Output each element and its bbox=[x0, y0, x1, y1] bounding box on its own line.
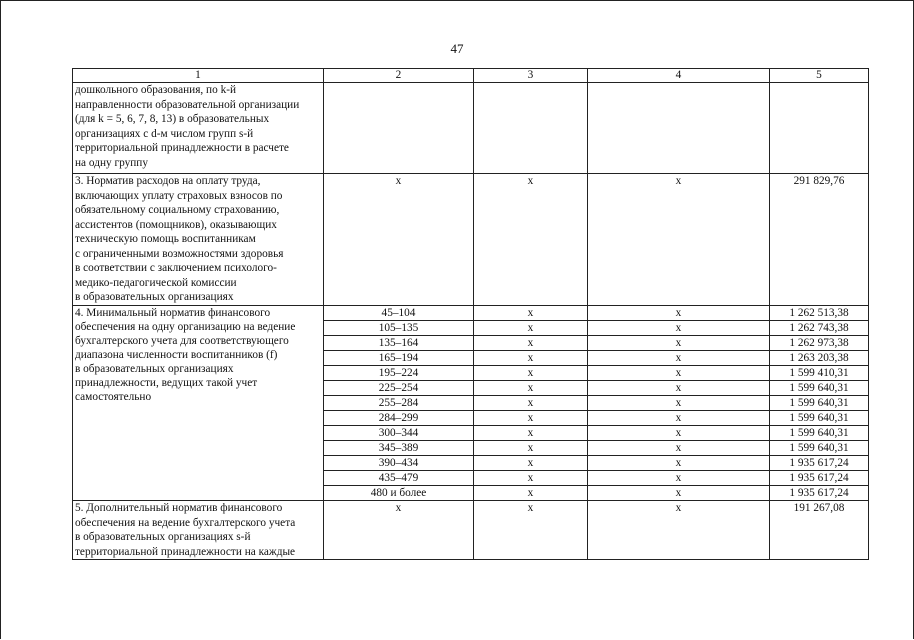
cell-amount: 291 829,76 bbox=[770, 174, 869, 306]
column-number: 5 bbox=[770, 69, 869, 83]
text-line: 4. Минимальный норматив финансового bbox=[75, 307, 271, 319]
text-line: медико-педагогической комиссии bbox=[75, 276, 237, 289]
cell-value: х bbox=[474, 396, 588, 411]
text-line: территориальной принадлежности на каждые bbox=[75, 545, 296, 558]
text-line: бухгалтерского учета для соответствующего bbox=[75, 335, 289, 347]
text-line: 3. Норматив расходов на оплату труда, bbox=[75, 175, 261, 187]
range-cell: 284–299 bbox=[324, 411, 474, 426]
cell-value: х bbox=[588, 396, 770, 411]
cell-value: х bbox=[588, 471, 770, 486]
text-line: (для k = 5, 6, 7, 8, 13) в образовательных bbox=[75, 113, 270, 125]
text-line: обязательному социальному страхованию, bbox=[75, 204, 280, 216]
cell-amount: 1 599 640,31 bbox=[770, 381, 869, 396]
cell-value: х bbox=[588, 336, 770, 351]
text-line: в образовательных организациях s-й bbox=[75, 531, 251, 543]
text-line: с ограниченными возможностями здоровья bbox=[75, 247, 284, 260]
cell-amount: 1 599 410,31 bbox=[770, 366, 869, 381]
cell-value: х bbox=[588, 441, 770, 456]
text-line: территориальной принадлежности в расчете bbox=[75, 142, 289, 154]
cell-value: х bbox=[474, 426, 588, 441]
cell-amount: 1 263 203,38 bbox=[770, 351, 869, 366]
cell-value: х bbox=[588, 306, 770, 321]
cell-value: х bbox=[474, 501, 588, 560]
cell-value: х bbox=[474, 351, 588, 366]
page-number: 47 bbox=[450, 41, 464, 56]
empty-cell bbox=[588, 83, 770, 174]
range-cell: 435–479 bbox=[324, 471, 474, 486]
cell-value: х bbox=[588, 501, 770, 560]
range-cell: 195–224 bbox=[324, 366, 474, 381]
text-line: обеспечения на одну организацию на ведение bbox=[75, 321, 296, 333]
text-line: 5. Дополнительный норматив финансового bbox=[75, 502, 283, 514]
cell-amount: 191 267,08 bbox=[770, 501, 869, 560]
text-line: дошкольного образования, по k-й bbox=[75, 84, 237, 96]
column-number: 4 bbox=[588, 69, 770, 83]
cell-value: х bbox=[588, 381, 770, 396]
cell-value: х bbox=[474, 471, 588, 486]
cell-value: х bbox=[324, 501, 474, 560]
range-cell: 345–389 bbox=[324, 441, 474, 456]
range-cell: 390–434 bbox=[324, 456, 474, 471]
range-cell: 105–135 bbox=[324, 321, 474, 336]
text-line: диапазона численности воспитанников (f) bbox=[75, 349, 278, 361]
empty-cell bbox=[324, 83, 474, 174]
range-cell: 300–344 bbox=[324, 426, 474, 441]
cell-amount: 1 262 743,38 bbox=[770, 321, 869, 336]
cell-value: х bbox=[474, 381, 588, 396]
text-line: на одну группу bbox=[75, 156, 148, 169]
table-row-item-4 bbox=[73, 306, 869, 321]
cell-value: х bbox=[588, 411, 770, 426]
table-row-item-5 bbox=[73, 501, 869, 560]
cell-value: х bbox=[588, 426, 770, 441]
cell-value: х bbox=[474, 366, 588, 381]
row-description bbox=[73, 306, 324, 501]
cell-value: х bbox=[474, 486, 588, 501]
cell-amount: 1 935 617,24 bbox=[770, 471, 869, 486]
range-cell: 165–194 bbox=[324, 351, 474, 366]
range-cell: 45–104 bbox=[324, 306, 474, 321]
cell-value: х bbox=[474, 321, 588, 336]
cell-value: х bbox=[474, 306, 588, 321]
cell-amount: 1 599 640,31 bbox=[770, 441, 869, 456]
text-line: в образовательных организациях bbox=[75, 291, 234, 303]
empty-cell bbox=[474, 83, 588, 174]
range-cell: 255–284 bbox=[324, 396, 474, 411]
cell-value: х bbox=[588, 366, 770, 381]
cell-value: х bbox=[474, 441, 588, 456]
cell-amount: 1 262 973,38 bbox=[770, 336, 869, 351]
range-cell: 480 и более bbox=[324, 486, 474, 501]
text-line: в соответствии с заключением психолого- bbox=[75, 262, 277, 274]
column-number: 3 bbox=[474, 69, 588, 83]
cell-value: х bbox=[474, 456, 588, 471]
empty-cell bbox=[770, 83, 869, 174]
cell-value: х bbox=[588, 456, 770, 471]
cell-amount: 1 935 617,24 bbox=[770, 486, 869, 501]
text-line: организациях с d-м числом групп s-й bbox=[75, 127, 254, 140]
column-number: 1 bbox=[73, 69, 324, 83]
text-line: обеспечения на ведение бухгалтерского учета bbox=[75, 516, 296, 529]
cell-amount: 1 599 640,31 bbox=[770, 396, 869, 411]
row-description bbox=[73, 501, 324, 560]
cell-value: х bbox=[474, 411, 588, 426]
cell-value: х bbox=[588, 174, 770, 306]
text-line: ассистентов (помощников), оказывающих bbox=[75, 218, 277, 231]
cell-amount: 1 935 617,24 bbox=[770, 456, 869, 471]
text-line: в образовательных организациях bbox=[75, 363, 234, 375]
text-line: самостоятельно bbox=[75, 391, 152, 403]
row-description bbox=[73, 83, 324, 174]
cell-value: х bbox=[588, 351, 770, 366]
column-number: 2 bbox=[324, 69, 474, 83]
table-row-continued bbox=[73, 83, 869, 174]
row-description bbox=[73, 174, 324, 306]
range-cell: 225–254 bbox=[324, 381, 474, 396]
range-cell: 135–164 bbox=[324, 336, 474, 351]
cell-amount: 1 599 640,31 bbox=[770, 426, 869, 441]
cell-value: х bbox=[474, 336, 588, 351]
cell-amount: 1 262 513,38 bbox=[770, 306, 869, 321]
cell-value: х bbox=[588, 321, 770, 336]
text-line: включающих уплату страховых взносов по bbox=[75, 189, 283, 202]
normative-table bbox=[72, 68, 869, 560]
cell-value: х bbox=[324, 174, 474, 306]
table-row-item-3 bbox=[73, 174, 869, 306]
cell-amount: 1 599 640,31 bbox=[770, 411, 869, 426]
text-line: техническую помощь воспитанникам bbox=[75, 233, 256, 245]
text-line: принадлежности, ведущих такой учет bbox=[75, 377, 258, 389]
cell-value: х bbox=[588, 486, 770, 501]
cell-value: х bbox=[474, 174, 588, 306]
column-number-row bbox=[73, 69, 869, 83]
text-line: направленности образовательной организации bbox=[75, 98, 300, 111]
